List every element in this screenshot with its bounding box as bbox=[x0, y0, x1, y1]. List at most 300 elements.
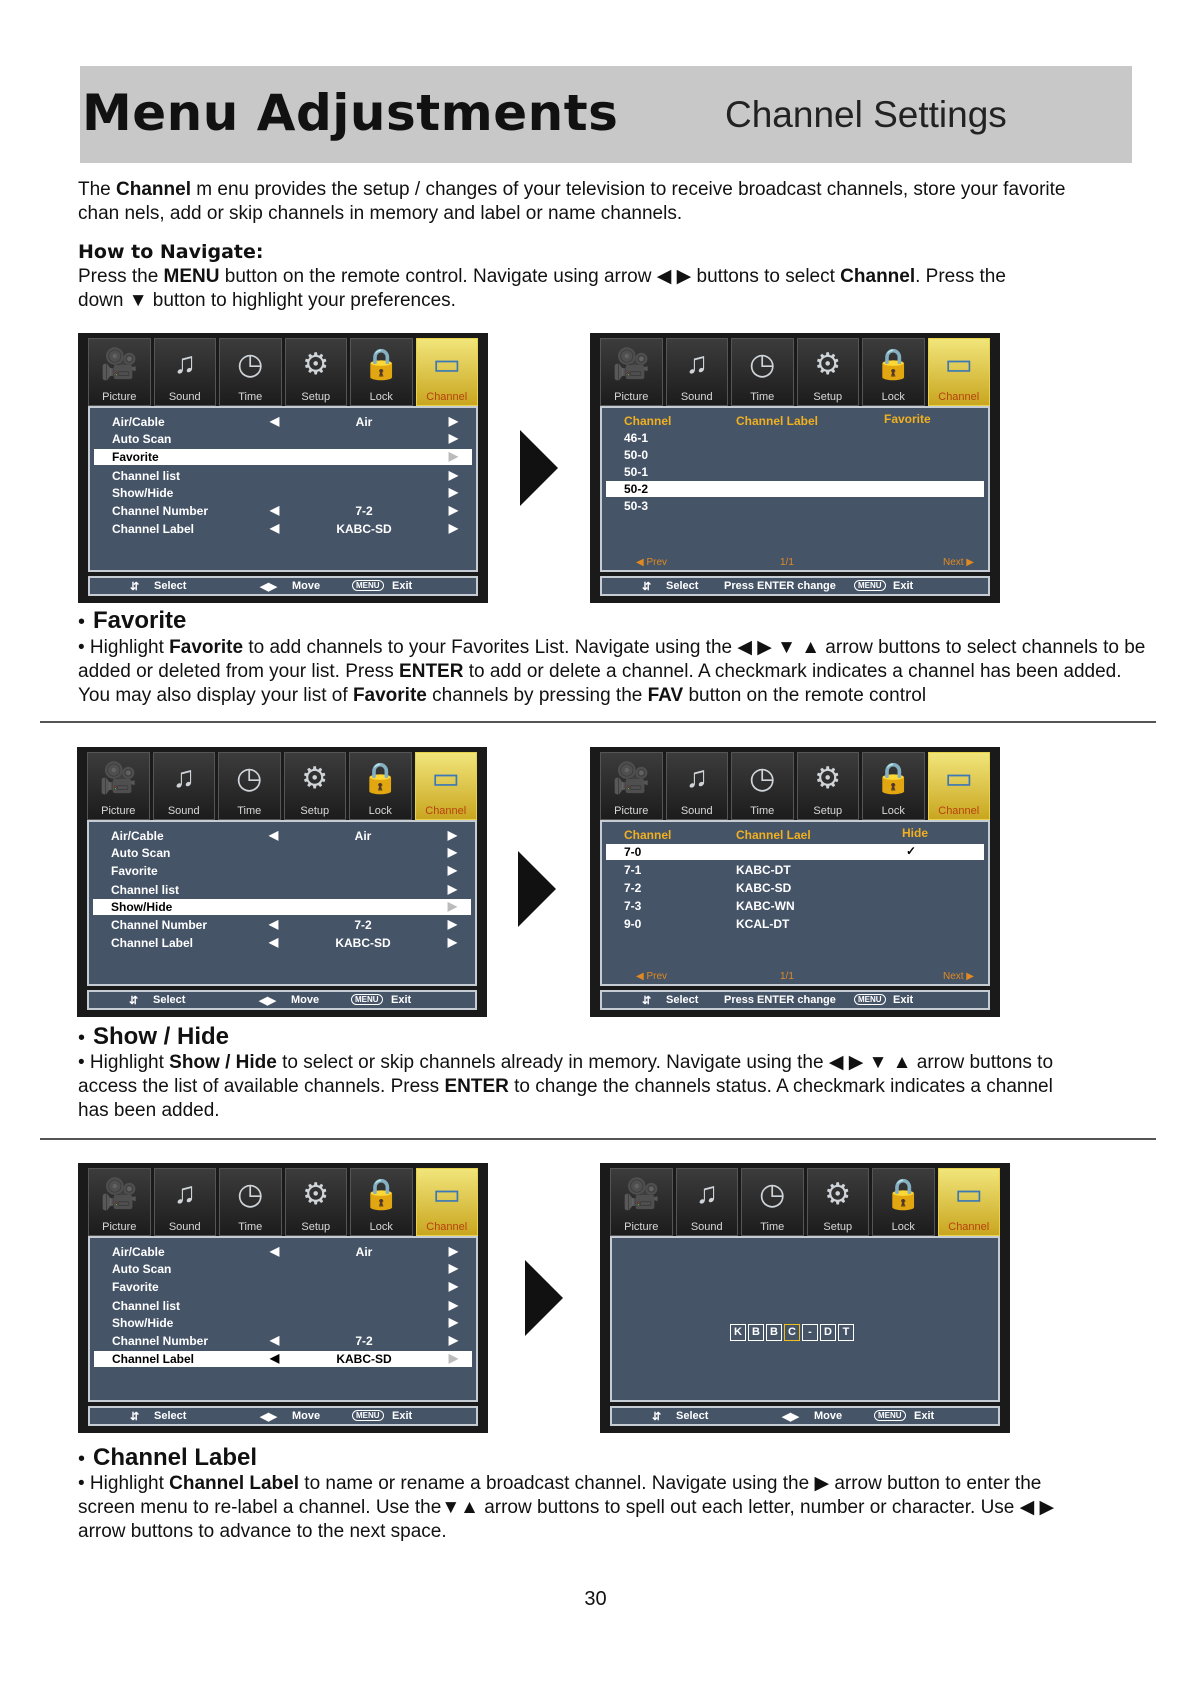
monitor-icon: ▭ bbox=[944, 762, 973, 795]
menu-item[interactable] bbox=[94, 449, 472, 465]
footer-change: Press ENTER change bbox=[724, 994, 836, 1006]
right-arrow-icon[interactable]: ▶ bbox=[448, 1261, 458, 1275]
channel-label-section-title: • Channel Label bbox=[78, 1444, 258, 1471]
channel-label-editor[interactable] bbox=[730, 1324, 854, 1341]
footer-select: Select bbox=[154, 1410, 187, 1422]
tab-label: Channel bbox=[948, 1221, 990, 1233]
left-arrow-icon[interactable]: ◀ bbox=[269, 828, 279, 842]
channel-label: KABC-WN bbox=[736, 899, 795, 913]
right-arrow-icon[interactable]: ▶ bbox=[447, 935, 457, 949]
tab-label: Setup bbox=[301, 1221, 331, 1233]
menu-item[interactable] bbox=[94, 468, 472, 484]
section-divider bbox=[40, 1138, 1156, 1140]
column-header-label: Channel Lael bbox=[736, 828, 811, 842]
menu-item[interactable] bbox=[93, 845, 471, 861]
tab-label: Time bbox=[760, 1221, 785, 1233]
column-header-flag: Favorite bbox=[884, 412, 931, 426]
tv-footer bbox=[610, 1406, 1000, 1426]
menu-item[interactable] bbox=[93, 863, 471, 879]
tv-footer bbox=[88, 576, 478, 596]
right-arrow-icon[interactable]: ▶ bbox=[448, 414, 458, 428]
channel-row[interactable] bbox=[606, 844, 984, 860]
channel-label-paragraph: • Highlight Channel Label to name or rename a broadcast channel. Navigate using the ▶ arrow button to enter the screen menu to re-label a channel. Use the▼▲ arrow buttons to spell out each letter, number or character. Use ◀ ▶ arrow buttons to advance to the next space. bbox=[78, 1473, 1055, 1542]
monitor-icon: ▭ bbox=[432, 348, 461, 381]
channel-label: KABC-DT bbox=[736, 863, 791, 877]
tab-time[interactable] bbox=[741, 1168, 804, 1236]
next-page-button[interactable]: Next ▶ bbox=[942, 557, 974, 568]
tab-label: Picture bbox=[614, 805, 649, 817]
right-arrow-icon[interactable]: ▶ bbox=[448, 1279, 458, 1293]
gear-icon: ⚙ bbox=[302, 348, 330, 381]
right-arrow-icon[interactable]: ▶ bbox=[448, 521, 458, 535]
tab-lock[interactable] bbox=[872, 1168, 935, 1236]
tab-label: Lock bbox=[369, 391, 393, 403]
tab-label: Channel bbox=[426, 391, 468, 403]
right-arrow-icon[interactable]: ▶ bbox=[448, 503, 458, 517]
column-header-flag: Hide bbox=[902, 826, 929, 840]
footer-select: Select bbox=[666, 994, 699, 1006]
channel-row[interactable] bbox=[606, 862, 984, 878]
channel-menu-panel bbox=[88, 1236, 478, 1402]
label-char-cell[interactable]: B bbox=[748, 1324, 764, 1341]
footer-move: Move bbox=[292, 580, 321, 592]
updown-icon: ⇵ bbox=[129, 995, 139, 1007]
menu-item-value: KABC-SD bbox=[336, 522, 392, 536]
menu-item-label: Channel list bbox=[112, 469, 181, 483]
page-indicator: 1/1 bbox=[780, 557, 794, 568]
left-arrow-icon[interactable]: ◀ bbox=[269, 935, 279, 949]
menu-item[interactable] bbox=[94, 1279, 472, 1295]
tab-label: Picture bbox=[102, 391, 137, 403]
prev-page-button[interactable]: ◀ Prev bbox=[636, 557, 668, 568]
tab-label: Setup bbox=[301, 391, 331, 403]
right-arrow-icon[interactable]: ▶ bbox=[448, 1244, 458, 1258]
lock-icon: 🔒 bbox=[874, 762, 912, 795]
right-arrow-icon[interactable]: ▶ bbox=[447, 917, 457, 931]
tab-setup[interactable] bbox=[797, 752, 860, 820]
menu-item[interactable] bbox=[94, 1315, 472, 1331]
menu-item-label: Channel Label bbox=[112, 1352, 195, 1366]
menu-item[interactable] bbox=[94, 1261, 472, 1277]
clock-icon: ◷ bbox=[749, 348, 776, 381]
tab-label: Time bbox=[237, 805, 262, 817]
showhide-section-title: • Show / Hide bbox=[78, 1023, 230, 1050]
menu-item-label: Channel Label bbox=[111, 936, 194, 950]
camera-icon: 🎥 bbox=[622, 1178, 660, 1211]
updown-icon: ⇵ bbox=[130, 1411, 140, 1423]
tab-setup[interactable] bbox=[807, 1168, 870, 1236]
menu-button-icon: MENU bbox=[854, 580, 886, 591]
menu-item[interactable] bbox=[93, 828, 471, 844]
favorite-section-title: • Favorite bbox=[78, 607, 187, 634]
menu-item-value: KABC-SD bbox=[336, 1352, 392, 1366]
camera-icon: 🎥 bbox=[100, 1178, 138, 1211]
label-char-cell[interactable]: K bbox=[730, 1324, 746, 1341]
right-arrow-icon[interactable]: ▶ bbox=[448, 449, 458, 463]
left-arrow-icon[interactable]: ◀ bbox=[270, 521, 280, 535]
left-arrow-icon[interactable]: ◀ bbox=[270, 1244, 280, 1258]
menu-item[interactable] bbox=[94, 503, 472, 519]
channel-label: KCAL-DT bbox=[736, 917, 790, 931]
menu-item-label: Channel Label bbox=[112, 522, 195, 536]
how-to-navigate-heading: How to Navigate: bbox=[78, 241, 264, 263]
menu-item-label: Favorite bbox=[111, 864, 158, 878]
tab-lock[interactable] bbox=[862, 752, 925, 820]
tab-lock[interactable] bbox=[350, 1168, 413, 1236]
channel-label-editor-screen bbox=[600, 1163, 1010, 1433]
channel-number: 50-3 bbox=[624, 499, 649, 513]
menu-button-icon: MENU bbox=[352, 580, 384, 591]
next-page-button[interactable]: Next ▶ bbox=[942, 971, 974, 982]
tab-label: Picture bbox=[102, 1221, 137, 1233]
gear-icon: ⚙ bbox=[814, 762, 842, 795]
tv-icon-bar bbox=[600, 752, 990, 820]
camera-icon: 🎥 bbox=[612, 348, 650, 381]
tab-label: Setup bbox=[300, 805, 330, 817]
monitor-icon: ▭ bbox=[432, 1178, 461, 1211]
updown-icon: ⇵ bbox=[130, 581, 140, 593]
menu-item-value: Air bbox=[354, 829, 372, 843]
tab-picture[interactable] bbox=[88, 338, 151, 406]
monitor-icon: ▭ bbox=[954, 1178, 983, 1211]
camera-icon: 🎥 bbox=[100, 348, 138, 381]
left-arrow-icon[interactable]: ◀ bbox=[270, 503, 280, 517]
channel-row[interactable] bbox=[606, 898, 984, 914]
menu-item-label: Show/Hide bbox=[111, 900, 173, 914]
navigate-paragraph: Press the MENU button on the remote control. Navigate using arrow ◀ ▶ buttons to select Channel. Press the down ▼ button to highlight your preferences. bbox=[78, 266, 1006, 311]
column-header-channel: Channel bbox=[624, 414, 672, 428]
menu-item-value: Air bbox=[355, 1245, 373, 1259]
updown-icon: ⇵ bbox=[642, 581, 652, 593]
tv-icon-bar bbox=[600, 338, 990, 406]
tab-picture[interactable] bbox=[600, 752, 663, 820]
channel-menu-screen-showhide bbox=[77, 747, 487, 1017]
tab-label: Sound bbox=[680, 805, 713, 817]
menu-item-value: 7-2 bbox=[354, 918, 372, 932]
speaker-icon: ♫ bbox=[695, 1177, 718, 1210]
tab-label: Setup bbox=[823, 1221, 853, 1233]
channel-menu-panel bbox=[88, 406, 478, 572]
tab-sound[interactable] bbox=[154, 338, 217, 406]
page-subtitle: Channel Settings bbox=[725, 94, 1007, 135]
menu-item[interactable] bbox=[93, 917, 471, 933]
footer-select: Select bbox=[666, 580, 699, 592]
menu-item-label: Auto Scan bbox=[111, 846, 171, 860]
label-char-cell[interactable]: - bbox=[802, 1324, 818, 1341]
tab-setup[interactable] bbox=[284, 752, 347, 820]
tab-channel[interactable] bbox=[415, 752, 478, 820]
tab-label: Lock bbox=[891, 1221, 915, 1233]
tab-time[interactable] bbox=[218, 752, 281, 820]
lock-icon: 🔒 bbox=[884, 1178, 922, 1211]
page-title: Menu Adjustments bbox=[82, 84, 619, 142]
footer-exit: Exit bbox=[392, 580, 413, 592]
tab-lock[interactable] bbox=[349, 752, 412, 820]
channel-row[interactable] bbox=[606, 880, 984, 896]
menu-item-label: Show/Hide bbox=[112, 486, 174, 500]
menu-item[interactable] bbox=[94, 485, 472, 501]
tab-label: Lock bbox=[369, 1221, 393, 1233]
tab-label: Picture bbox=[624, 1221, 659, 1233]
footer-exit: Exit bbox=[914, 1410, 935, 1422]
menu-button-icon: MENU bbox=[874, 1410, 906, 1421]
footer-select: Select bbox=[676, 1410, 709, 1422]
prev-page-button[interactable]: ◀ Prev bbox=[636, 971, 668, 982]
menu-item[interactable] bbox=[94, 414, 472, 430]
updown-icon: ⇵ bbox=[652, 1411, 662, 1423]
menu-item[interactable] bbox=[93, 899, 471, 915]
tab-picture[interactable] bbox=[88, 1168, 151, 1236]
updown-icon: ⇵ bbox=[642, 995, 652, 1007]
favorite-paragraph: • Highlight Favorite to add channels to your Favorites List. Navigate using the ◀ ▶ ▼ ▲ arrow buttons to select channels to be added or deleted from your list. Press ENTER to add or delete a channel. A checkmark indicates a channel has been added. You may also display your list of Favorite channels by pressing the FAV button on the remote control bbox=[78, 637, 1146, 706]
leftright-icon: ◀▶ bbox=[260, 1411, 277, 1423]
channel-number: 7-3 bbox=[624, 899, 642, 913]
tv-footer bbox=[87, 990, 477, 1010]
right-arrow-icon[interactable]: ▶ bbox=[448, 1298, 458, 1312]
footer-select: Select bbox=[154, 580, 187, 592]
menu-item-value: KABC-SD bbox=[335, 936, 391, 950]
tab-sound[interactable] bbox=[676, 1168, 739, 1236]
right-arrow-icon[interactable]: ▶ bbox=[447, 882, 457, 896]
menu-item[interactable] bbox=[94, 1298, 472, 1314]
menu-item-label: Auto Scan bbox=[112, 432, 172, 446]
tab-lock[interactable] bbox=[862, 338, 925, 406]
tab-channel[interactable] bbox=[928, 338, 991, 406]
right-arrow-icon[interactable]: ▶ bbox=[447, 863, 457, 877]
menu-item[interactable] bbox=[94, 521, 472, 537]
menu-item-label: Channel list bbox=[112, 1299, 181, 1313]
tab-label: Sound bbox=[168, 1221, 201, 1233]
tab-label: Time bbox=[750, 391, 775, 403]
tab-setup[interactable] bbox=[797, 338, 860, 406]
lock-icon: 🔒 bbox=[361, 762, 399, 795]
tab-sound[interactable] bbox=[666, 752, 729, 820]
clock-icon: ◷ bbox=[236, 762, 263, 795]
tab-setup[interactable] bbox=[285, 338, 348, 406]
showhide-list-screen bbox=[590, 747, 1000, 1017]
tab-sound[interactable] bbox=[154, 1168, 217, 1236]
tab-channel[interactable] bbox=[928, 752, 991, 820]
tab-label: Lock bbox=[368, 805, 392, 817]
section-divider bbox=[40, 721, 1156, 723]
footer-move: Move bbox=[814, 1410, 843, 1422]
menu-item-label: Channel Number bbox=[112, 504, 209, 518]
tab-label: Channel bbox=[426, 1221, 468, 1233]
label-char-cell[interactable]: T bbox=[838, 1324, 854, 1341]
right-arrow-icon[interactable]: ▶ bbox=[448, 485, 458, 499]
menu-item[interactable] bbox=[94, 1333, 472, 1349]
speaker-icon: ♫ bbox=[685, 347, 708, 380]
menu-item[interactable] bbox=[93, 935, 471, 951]
tv-footer bbox=[600, 990, 990, 1010]
tab-label: Sound bbox=[167, 805, 200, 817]
label-editor-panel bbox=[610, 1236, 1000, 1402]
page-header bbox=[80, 66, 1132, 163]
lock-icon: 🔒 bbox=[362, 1178, 400, 1211]
tv-icon-bar bbox=[88, 338, 478, 406]
menu-item-label: Favorite bbox=[112, 1280, 159, 1294]
footer-change: Press ENTER change bbox=[724, 580, 836, 592]
right-arrow-icon[interactable]: ▶ bbox=[448, 1315, 458, 1329]
menu-button-icon: MENU bbox=[854, 994, 886, 1005]
menu-item-label: Air/Cable bbox=[112, 415, 165, 429]
label-char-cell[interactable]: D bbox=[820, 1324, 836, 1341]
channel-label: KABC-SD bbox=[736, 881, 792, 895]
tab-time[interactable] bbox=[731, 338, 794, 406]
right-arrow-icon[interactable]: ▶ bbox=[447, 899, 457, 913]
left-arrow-icon[interactable]: ◀ bbox=[270, 1351, 280, 1365]
tab-label: Sound bbox=[168, 391, 201, 403]
left-arrow-icon[interactable]: ◀ bbox=[270, 414, 280, 428]
menu-item-value: Air bbox=[355, 415, 373, 429]
right-arrow-icon[interactable]: ▶ bbox=[448, 1351, 458, 1365]
gear-icon: ⚙ bbox=[302, 1178, 330, 1211]
tab-label: Channel bbox=[938, 805, 980, 817]
right-arrow-icon[interactable]: ▶ bbox=[447, 845, 457, 859]
next-step-arrow bbox=[520, 430, 558, 506]
right-arrow-icon[interactable]: ▶ bbox=[448, 1333, 458, 1347]
speaker-icon: ♫ bbox=[173, 347, 196, 380]
tab-picture[interactable] bbox=[610, 1168, 673, 1236]
monitor-icon: ▭ bbox=[944, 348, 973, 381]
column-header-channel: Channel bbox=[624, 828, 672, 842]
menu-item[interactable] bbox=[94, 1351, 472, 1367]
left-arrow-icon[interactable]: ◀ bbox=[270, 1333, 280, 1347]
right-arrow-icon[interactable]: ▶ bbox=[447, 828, 457, 842]
page-number: 30 bbox=[584, 1588, 607, 1610]
tab-label: Picture bbox=[101, 805, 136, 817]
leftright-icon: ◀▶ bbox=[782, 1411, 799, 1423]
tab-lock[interactable] bbox=[350, 338, 413, 406]
leftright-icon: ◀▶ bbox=[259, 995, 276, 1007]
menu-item-label: Channel Number bbox=[112, 1334, 209, 1348]
tab-channel[interactable] bbox=[416, 1168, 479, 1236]
tv-icon-bar bbox=[610, 1168, 1000, 1236]
tab-label: Sound bbox=[680, 391, 713, 403]
label-char-cell[interactable]: B bbox=[766, 1324, 782, 1341]
menu-button-icon: MENU bbox=[352, 1410, 384, 1421]
tab-label: Channel bbox=[938, 391, 980, 403]
tab-channel[interactable] bbox=[938, 1168, 1001, 1236]
channel-number: 46-1 bbox=[624, 431, 649, 445]
channel-number: 7-0 bbox=[624, 845, 642, 859]
tab-sound[interactable] bbox=[666, 338, 729, 406]
speaker-icon: ♫ bbox=[685, 761, 708, 794]
channel-number: 7-1 bbox=[624, 863, 642, 877]
tab-label: Lock bbox=[881, 391, 905, 403]
speaker-icon: ♫ bbox=[172, 761, 195, 794]
tab-picture[interactable] bbox=[600, 338, 663, 406]
clock-icon: ◷ bbox=[749, 762, 776, 795]
footer-move: Move bbox=[292, 1410, 321, 1422]
menu-item-label: Air/Cable bbox=[111, 829, 164, 843]
menu-item-label: Favorite bbox=[112, 450, 159, 464]
channel-list-panel bbox=[600, 820, 990, 986]
lock-icon: 🔒 bbox=[874, 348, 912, 381]
channel-menu-screen-favorite bbox=[78, 333, 488, 603]
menu-item[interactable] bbox=[93, 882, 471, 898]
menu-item[interactable] bbox=[94, 431, 472, 447]
right-arrow-icon[interactable]: ▶ bbox=[448, 468, 458, 482]
menu-item-label: Show/Hide bbox=[112, 1316, 174, 1330]
tab-time[interactable] bbox=[731, 752, 794, 820]
clock-icon: ◷ bbox=[237, 1178, 264, 1211]
menu-item-value: 7-2 bbox=[355, 1334, 373, 1348]
channel-list-panel bbox=[600, 406, 990, 572]
left-arrow-icon[interactable]: ◀ bbox=[269, 917, 279, 931]
tab-label: Channel bbox=[425, 805, 467, 817]
gear-icon: ⚙ bbox=[301, 762, 329, 795]
clock-icon: ◷ bbox=[759, 1178, 786, 1211]
channel-number: 50-1 bbox=[624, 465, 649, 479]
lock-icon: 🔒 bbox=[362, 348, 400, 381]
menu-button-icon: MENU bbox=[351, 994, 383, 1005]
footer-exit: Exit bbox=[392, 1410, 413, 1422]
channel-menu-panel bbox=[87, 820, 477, 986]
tab-picture[interactable] bbox=[87, 752, 150, 820]
camera-icon: 🎥 bbox=[99, 762, 137, 795]
speaker-icon: ♫ bbox=[173, 1177, 196, 1210]
footer-exit: Exit bbox=[391, 994, 412, 1006]
channel-number: 50-2 bbox=[624, 482, 649, 496]
menu-item-label: Channel list bbox=[111, 883, 180, 897]
channel-row[interactable] bbox=[606, 498, 984, 514]
footer-exit: Exit bbox=[893, 580, 914, 592]
gear-icon: ⚙ bbox=[824, 1178, 852, 1211]
menu-item-value: 7-2 bbox=[355, 504, 373, 518]
footer-select: Select bbox=[153, 994, 186, 1006]
menu-item[interactable] bbox=[94, 1244, 472, 1260]
tv-footer bbox=[600, 576, 990, 596]
tab-setup[interactable] bbox=[285, 1168, 348, 1236]
channel-row[interactable] bbox=[606, 447, 984, 463]
leftright-icon: ◀▶ bbox=[260, 581, 277, 593]
page-indicator: 1/1 bbox=[780, 971, 794, 982]
tab-label: Picture bbox=[614, 391, 649, 403]
tab-label: Sound bbox=[690, 1221, 723, 1233]
channel-menu-screen-label bbox=[78, 1163, 488, 1433]
tv-footer bbox=[88, 1406, 478, 1426]
tab-label: Time bbox=[238, 391, 263, 403]
channel-number: 9-0 bbox=[624, 917, 642, 931]
channel-row[interactable] bbox=[606, 916, 984, 932]
channel-number: 7-2 bbox=[624, 881, 642, 895]
tab-label: Time bbox=[750, 805, 775, 817]
menu-item-label: Channel Number bbox=[111, 918, 208, 932]
monitor-icon: ▭ bbox=[431, 762, 460, 795]
tab-sound[interactable] bbox=[153, 752, 216, 820]
tab-channel[interactable] bbox=[416, 338, 479, 406]
checkmark-icon: ✓ bbox=[906, 844, 917, 858]
tab-label: Setup bbox=[813, 391, 843, 403]
channel-number: 50-0 bbox=[624, 448, 649, 462]
tab-time[interactable] bbox=[219, 338, 282, 406]
camera-icon: 🎥 bbox=[612, 762, 650, 795]
channel-row[interactable] bbox=[606, 464, 984, 480]
label-char-cell[interactable]: C bbox=[784, 1324, 800, 1341]
tab-time[interactable] bbox=[219, 1168, 282, 1236]
channel-row[interactable] bbox=[606, 481, 984, 497]
tv-icon-bar bbox=[87, 752, 477, 820]
next-step-arrow bbox=[518, 851, 556, 927]
channel-row[interactable] bbox=[606, 430, 984, 446]
gear-icon: ⚙ bbox=[814, 348, 842, 381]
intro-paragraph: The Channel m enu provides the setup / changes of your television to receive broadcast channels, store your favorite chan nels, add or skip channels in memory and label or name channels. bbox=[78, 179, 1066, 224]
footer-exit: Exit bbox=[893, 994, 914, 1006]
right-arrow-icon[interactable]: ▶ bbox=[448, 431, 458, 445]
menu-item-label: Auto Scan bbox=[112, 1262, 172, 1276]
column-header-label: Channel Label bbox=[736, 414, 819, 428]
